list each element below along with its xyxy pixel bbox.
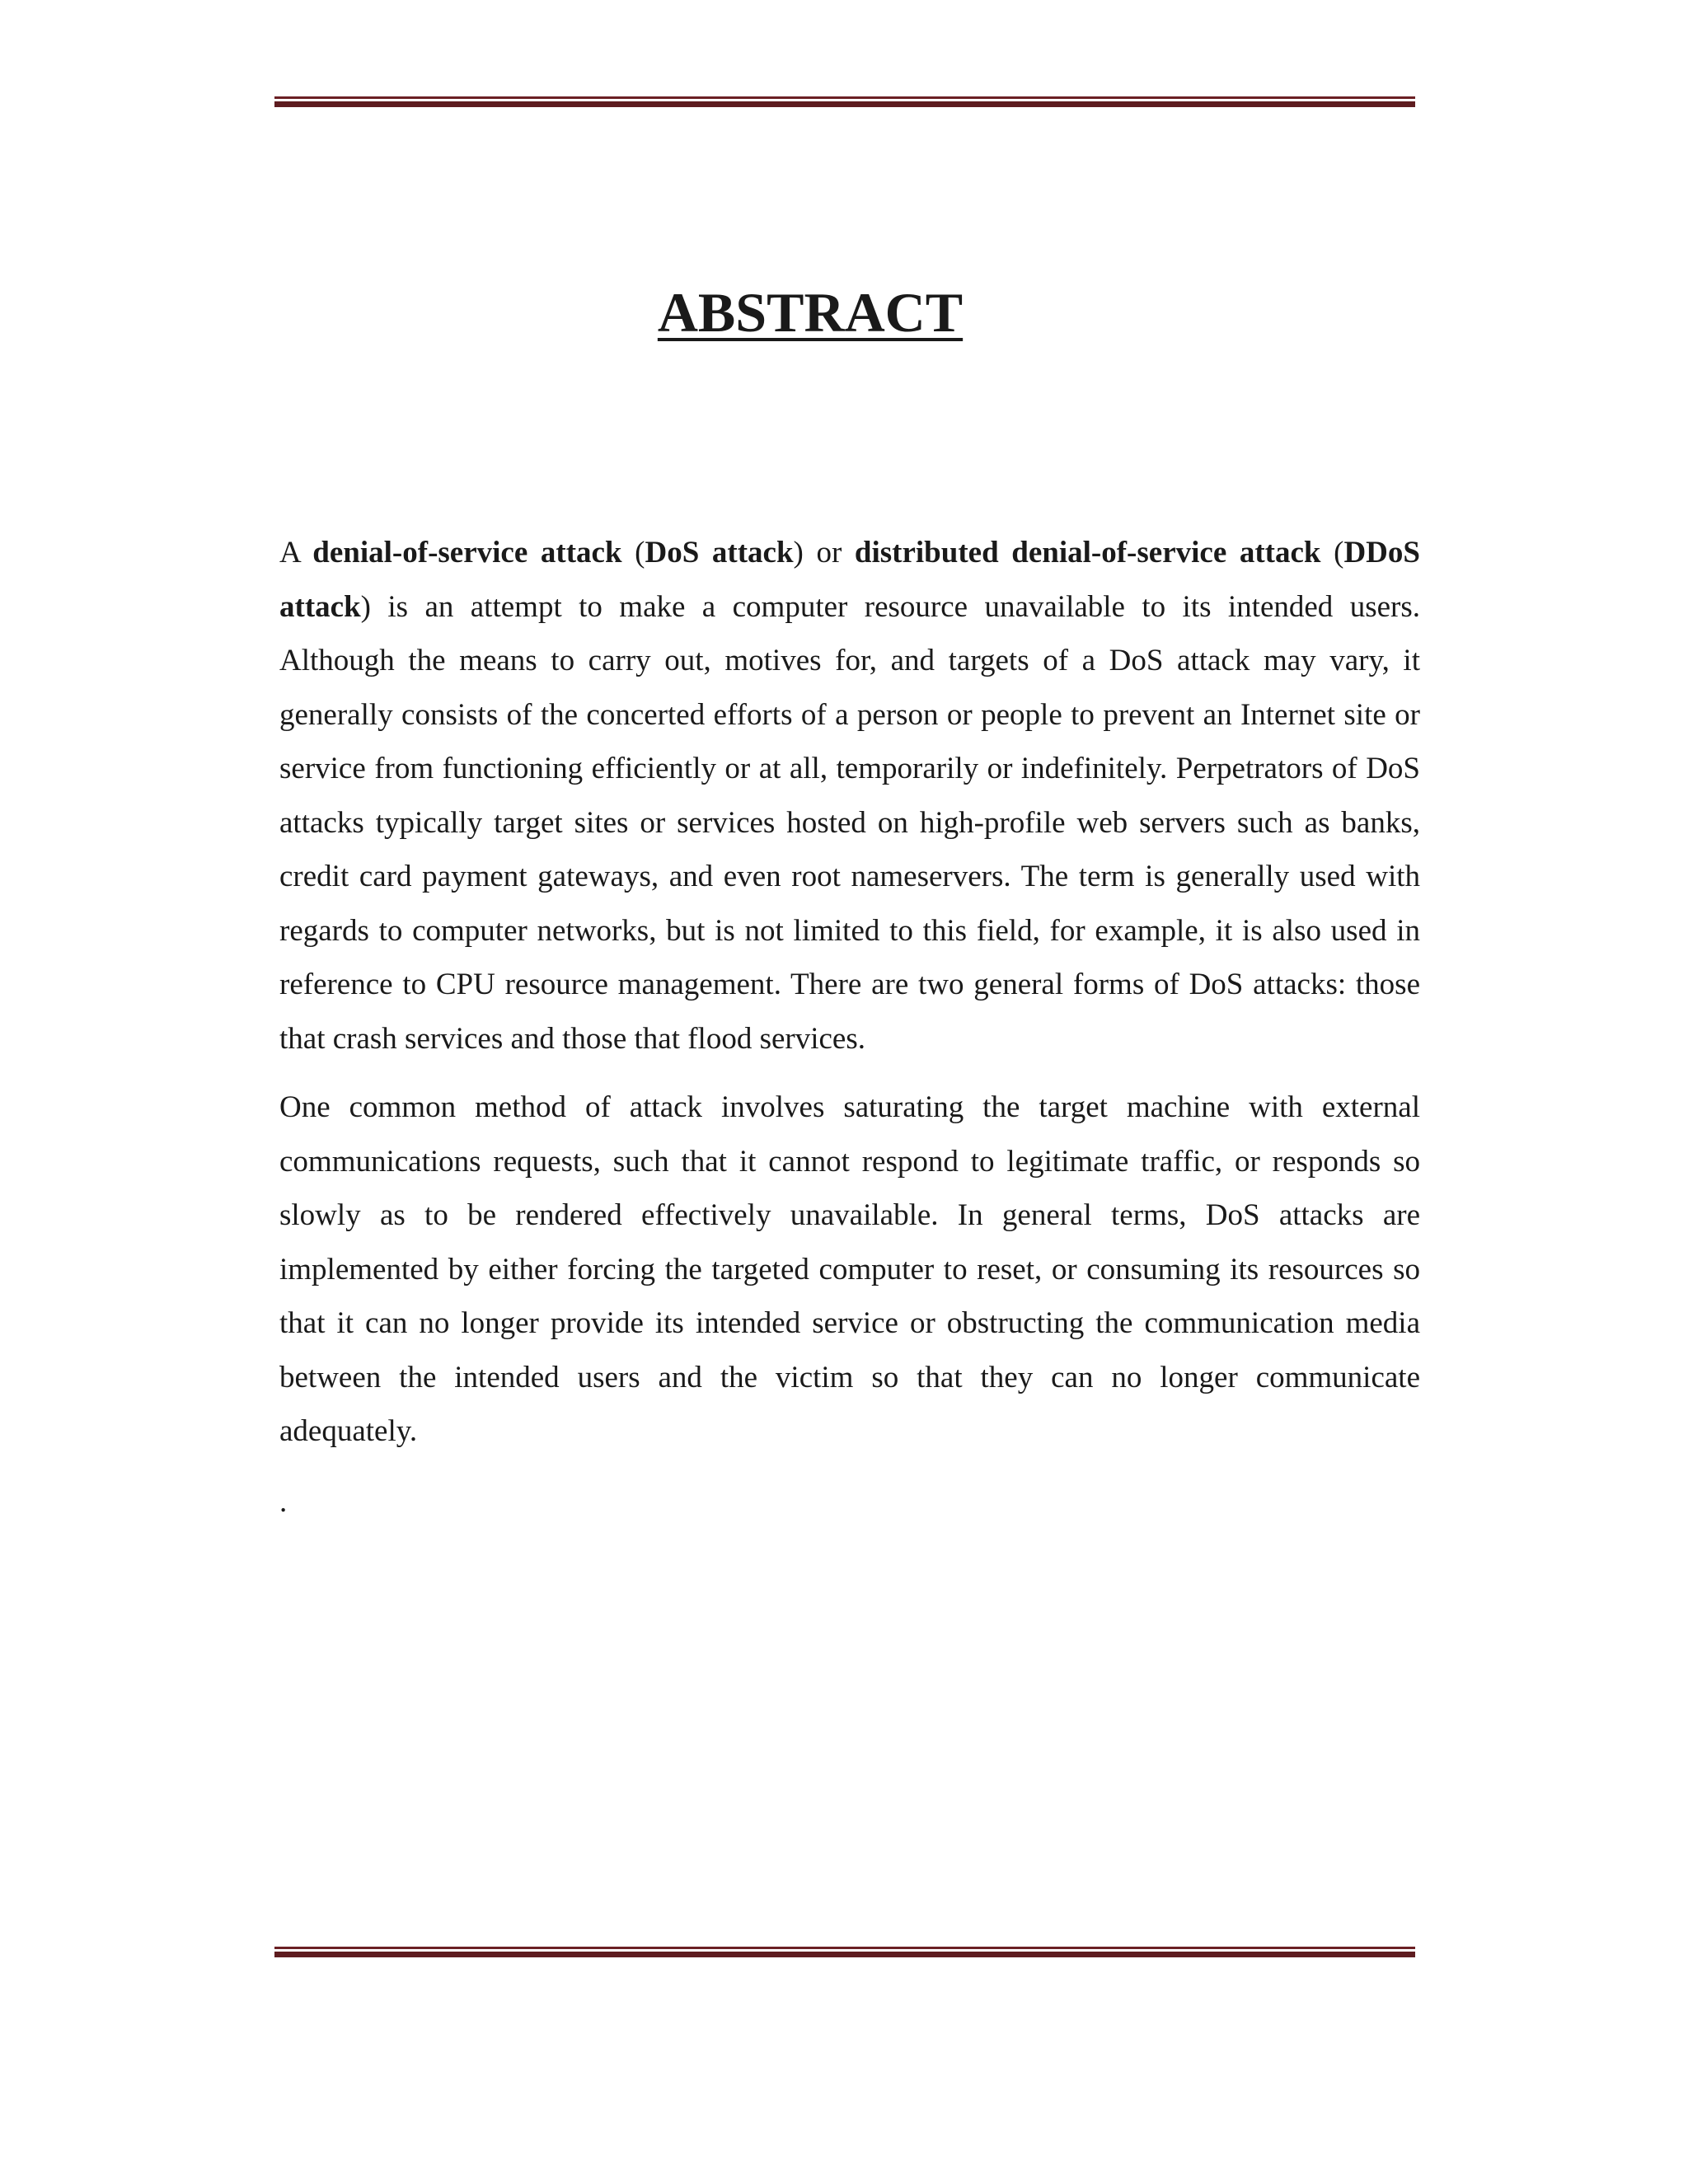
abstract-body [279, 526, 1420, 1529]
p1-bold-dos-term: denial-of-service attack [312, 536, 622, 569]
p1-text-3: ( [1320, 536, 1344, 569]
paragraph-1 [279, 526, 1420, 1066]
p1-bold-ddos-term: distributed denial-of-service attack [854, 536, 1321, 569]
top-rule-thin-line [274, 96, 1415, 99]
bottom-rule-thick-line [274, 1952, 1415, 1957]
p1-text-2: ) or [793, 536, 855, 569]
p1-text-0: A [279, 536, 313, 569]
p1-bold-dos-abbrev: DoS attack [645, 536, 794, 569]
p1-bold-ddos-abbrev: DDoS attack [279, 536, 1420, 624]
p1-text-1: ( [621, 536, 645, 569]
bottom-rule [274, 1947, 1415, 1958]
paragraph-3: . [279, 1484, 288, 1519]
top-rule-thick-line [274, 101, 1415, 107]
page-title: ABSTRACT [657, 281, 964, 344]
p1-text-4: ) is an attempt to make a computer resource unavailable to its intended users. Although the means to carry out, motives for, and targets of a DoS attack may vary, it generally consists of the concerted efforts of a person or people to prevent an Internet site or service from functioning efficiently or at all, temporarily or indefinitely. Perpetrators of DoS attacks typically target sites or services hosted on high-profile web servers such as banks, credit card payment gateways, and even root nameservers. The term is generally used with regards to computer networks, but is not limited to this field, for example, it is also used in reference to CPU resource management. There are two general forms of DoS attacks: those that crash services and those that flood services. [279, 589, 1420, 1056]
bottom-rule-thin-line [274, 1947, 1415, 1949]
top-rule [274, 96, 1415, 108]
paragraph-2: One common method of attack involves saturating the target machine with external communications requests, such that it cannot respond to legitimate traffic, or responds so slowly as to be rendered effectively unavailable. In general terms, DoS attacks are implemented by either forcing the targeted computer to reset, or consuming its resources so that it can no longer provide its intended service or obstructing the communication media between the intended users and the victim so that they can no longer communicate adequately. [279, 1090, 1420, 1448]
